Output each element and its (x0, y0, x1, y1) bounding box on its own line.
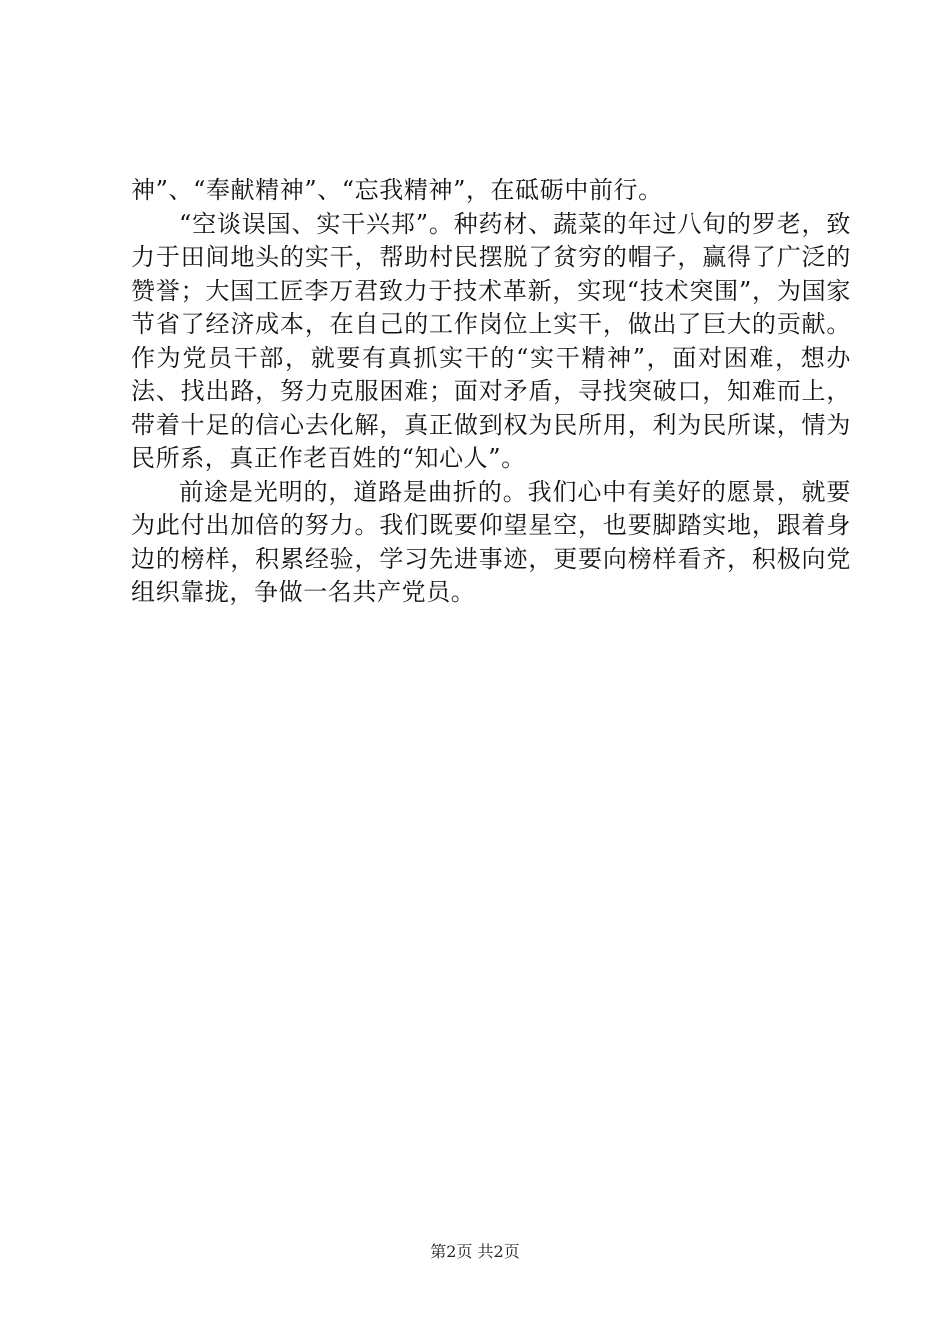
paragraph-conclusion: 前途是光明的，道路是曲折的。我们心中有美好的愿景，就要为此付出加倍的努力。我们既要仰望星空，也要脚踏实地，跟着身边的榜样，积累经验，学习先进事迹，更要向榜样看齐，积极向党组织靠拢，争做一名共产党员。 (131, 477, 851, 606)
paragraph-continuation: 神”、“奉献精神”、“忘我精神”，在砥砺中前行。 (131, 176, 663, 204)
page-number-footer: 第2页 共2页 (430, 1242, 520, 1261)
paragraph-practical-work: “空谈误国、实干兴邦”。种药材、蔬菜的年过八旬的罗老，致力于田间地头的实干，帮助村民摆脱了贫穷的帽子，赢得了广泛的赞誉；大国工匠李万君致力于技术革新，实现“技术突围”，为国家节省了经济成本，在自己的工作岗位上实干，做出了巨大的贡献。作为党员干部，就要有真抓实干的“实干精神”，面对困难，想办法、找出路，努力克服困难；面对矛盾，寻找突破口，知难而上，带着十足的信心去化解，真正做到权为民所用，利为民所谋，情为民所系，真正作老百姓的“知心人”。 (131, 209, 851, 472)
document-body (131, 174, 851, 610)
